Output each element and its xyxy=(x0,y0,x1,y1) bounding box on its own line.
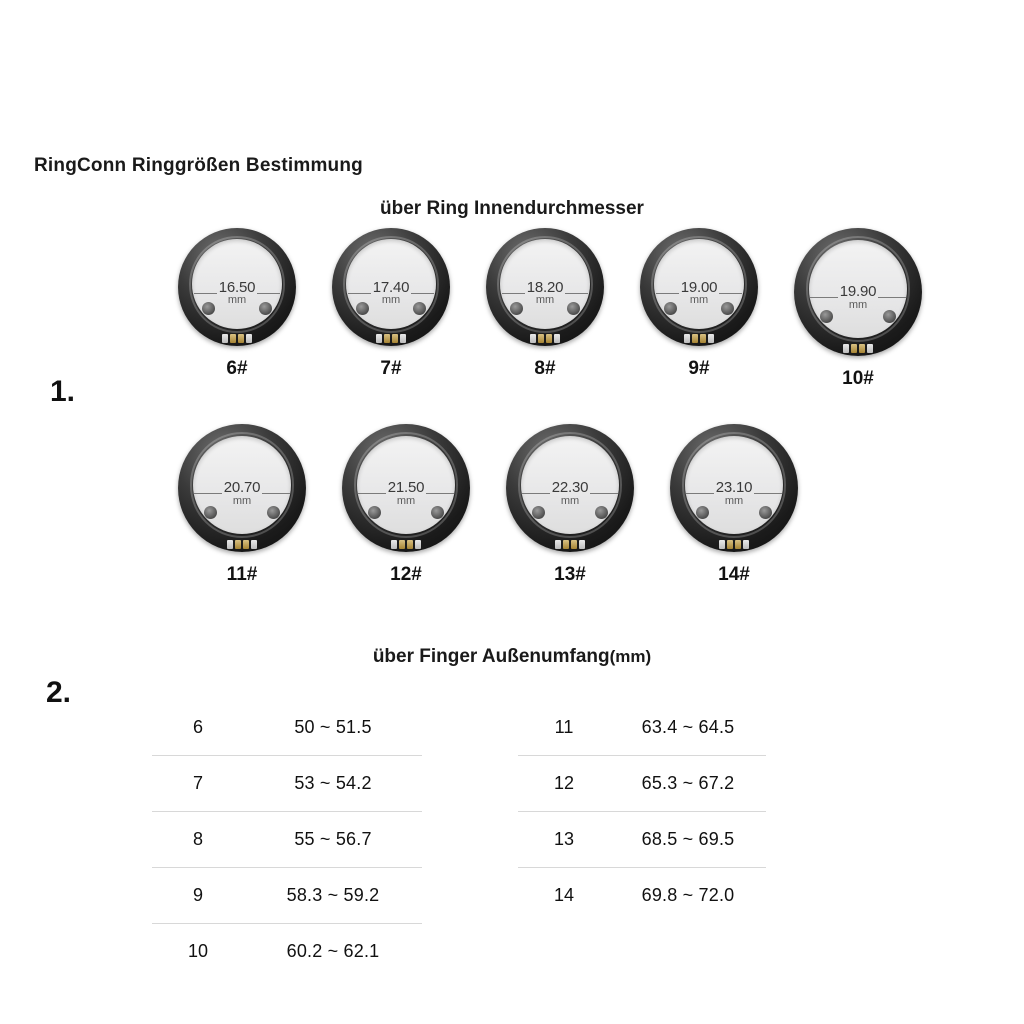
ring-size-label: 11# xyxy=(226,564,258,585)
ring-diameter-unit: mm xyxy=(848,298,868,311)
table-cell-range: 60.2 ~ 62.1 xyxy=(286,941,380,961)
ring-diameter-value: 23.10 xyxy=(715,479,753,497)
ring-size-item xyxy=(638,228,760,380)
ring-diameter-value: 17.40 xyxy=(372,278,410,296)
ring-inner-rim xyxy=(497,236,594,333)
ring-diameter-value: 18.20 xyxy=(526,278,564,296)
circumference-table-left xyxy=(152,700,422,979)
charging-contacts-icon xyxy=(222,539,262,550)
table-cell-size: 11 xyxy=(554,717,574,737)
charging-contacts-icon xyxy=(371,333,411,344)
charging-contacts-icon xyxy=(550,539,590,550)
ring-diameter-value: 20.70 xyxy=(223,479,261,497)
ring-size-label: 10# xyxy=(842,368,874,389)
sensor-bump-icon xyxy=(202,302,215,315)
ring-inner-rim xyxy=(190,432,295,538)
table-row xyxy=(152,756,422,812)
table-cell-size: 12 xyxy=(553,773,575,793)
table-row xyxy=(152,868,422,924)
step-number-2: 2. xyxy=(46,676,72,709)
ring-diameter-unit: mm xyxy=(396,494,416,507)
table-row xyxy=(518,756,766,812)
table-cell-range: 50 ~ 51.5 xyxy=(294,717,372,737)
ring-size-item xyxy=(484,228,606,380)
ring-illustration xyxy=(332,228,450,346)
sensor-bump-icon xyxy=(820,310,833,323)
ring-size-item xyxy=(176,424,308,586)
ring-size-label: 9# xyxy=(688,358,710,379)
sensor-bump-icon xyxy=(204,506,217,519)
ring-diameter-value: 16.50 xyxy=(218,278,256,296)
ring-diameter-value: 19.90 xyxy=(839,283,877,301)
table-row xyxy=(152,700,422,756)
ring-illustration xyxy=(178,228,296,346)
ring-diameter-unit: mm xyxy=(232,494,252,507)
ring-size-label: 6# xyxy=(226,358,248,379)
ring-diameter-value: 22.30 xyxy=(551,479,589,497)
ring-size-label: 12# xyxy=(390,564,422,585)
charging-contacts-icon xyxy=(838,343,878,354)
ring-illustration xyxy=(640,228,758,346)
ring-diameter-unit: mm xyxy=(381,294,401,307)
table-cell-range: 58.3 ~ 59.2 xyxy=(286,885,380,905)
ring-illustration xyxy=(178,424,306,552)
ring-diameter-unit: mm xyxy=(535,294,555,307)
table-cell-size: 13 xyxy=(553,829,575,849)
step-number-1: 1. xyxy=(50,375,76,408)
ring-size-item xyxy=(792,228,924,390)
ring-inner-rim xyxy=(518,432,623,538)
ring-diameter-unit: mm xyxy=(724,494,744,507)
charging-contacts-icon xyxy=(679,333,719,344)
ring-diameter-unit: mm xyxy=(689,294,709,307)
table-cell-range: 65.3 ~ 67.2 xyxy=(641,773,735,793)
ring-inner-rim xyxy=(651,236,748,333)
ring-size-item xyxy=(330,228,452,380)
ring-size-item xyxy=(504,424,636,586)
sensor-bump-icon xyxy=(532,506,545,519)
table-row xyxy=(152,924,422,979)
ring-size-item xyxy=(668,424,800,586)
ring-size-label: 8# xyxy=(534,358,556,379)
sensor-bump-icon xyxy=(696,506,709,519)
section-heading-text: über Finger Außenumfang xyxy=(372,646,610,667)
charging-contacts-icon xyxy=(386,539,426,550)
sensor-bump-icon xyxy=(368,506,381,519)
ring-size-item xyxy=(340,424,472,586)
ring-illustration xyxy=(670,424,798,552)
table-cell-range: 69.8 ~ 72.0 xyxy=(641,885,735,905)
ring-size-row-2 xyxy=(176,424,800,586)
table-row xyxy=(152,812,422,868)
ring-illustration xyxy=(342,424,470,552)
ring-diameter-value: 21.50 xyxy=(387,479,425,497)
ring-diameter-value: 19.00 xyxy=(680,278,718,296)
ring-inner-rim xyxy=(343,236,440,333)
charging-contacts-icon xyxy=(714,539,754,550)
table-cell-size: 8 xyxy=(192,829,203,849)
ring-size-label: 7# xyxy=(380,358,402,379)
table-cell-range: 53 ~ 54.2 xyxy=(294,773,372,793)
sensor-bump-icon xyxy=(664,302,677,315)
table-cell-range: 55 ~ 56.7 xyxy=(294,829,372,849)
ring-size-label: 14# xyxy=(718,564,750,585)
table-cell-size: 10 xyxy=(187,941,209,961)
ring-inner-rim xyxy=(354,432,459,538)
table-cell-range: 63.4 ~ 64.5 xyxy=(641,717,735,737)
ring-diameter-unit: mm xyxy=(560,494,580,507)
table-row xyxy=(518,700,766,756)
table-row xyxy=(518,812,766,868)
ring-size-row-1 xyxy=(176,228,924,390)
ring-size-label: 13# xyxy=(554,564,586,585)
charging-contacts-icon xyxy=(217,333,257,344)
ring-illustration xyxy=(486,228,604,346)
section-heading-finger-circumference xyxy=(0,646,1024,668)
section-heading-unit: (mm) xyxy=(609,647,652,666)
ring-illustration xyxy=(794,228,922,356)
table-cell-size: 9 xyxy=(192,885,203,905)
page-title: RingConn Ringgrößen Bestimmung xyxy=(34,155,363,176)
section-heading-inner-diameter: über Ring Innendurchmesser xyxy=(380,198,644,219)
ring-inner-rim xyxy=(189,236,286,333)
ring-size-item xyxy=(176,228,298,380)
table-cell-range: 68.5 ~ 69.5 xyxy=(641,829,735,849)
table-row xyxy=(518,868,766,923)
table-cell-size: 14 xyxy=(553,885,575,905)
circumference-table-right xyxy=(518,700,766,923)
ring-inner-rim xyxy=(806,236,911,342)
sensor-bump-icon xyxy=(356,302,369,315)
ring-inner-rim xyxy=(682,432,787,538)
sensor-bump-icon xyxy=(510,302,523,315)
table-cell-size: 6 xyxy=(192,717,203,737)
table-cell-size: 7 xyxy=(192,773,203,793)
charging-contacts-icon xyxy=(525,333,565,344)
ring-illustration xyxy=(506,424,634,552)
ring-diameter-unit: mm xyxy=(227,294,247,307)
